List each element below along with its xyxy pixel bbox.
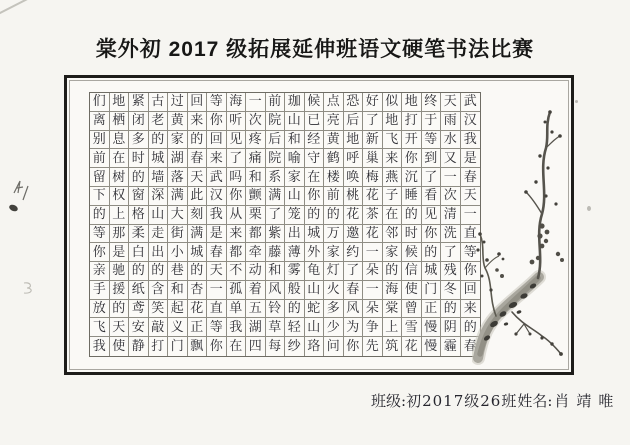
grid-cell: 海	[383, 281, 403, 300]
grid-cell: 回	[461, 281, 481, 300]
grid-cell: 黄	[168, 112, 188, 131]
grid-cell: 棠	[383, 300, 403, 319]
grid-cell: 权	[110, 187, 130, 206]
grid-cell: 你	[422, 225, 442, 244]
grid-cell: 外	[305, 243, 325, 262]
scan-artifact-squiggle	[11, 178, 29, 202]
grid-cell: 格	[129, 206, 149, 225]
grid-cell: 的	[110, 300, 130, 319]
grid-cell: 后	[266, 131, 286, 150]
grid-cell: 武	[207, 168, 227, 187]
grid-cell: 手	[90, 281, 110, 300]
grid-cell: 来	[207, 149, 227, 168]
grid-cell: 火	[324, 281, 344, 300]
grid-cell: 洗	[441, 225, 461, 244]
grid-cell: 你	[305, 187, 325, 206]
grid-cell: 武	[461, 93, 481, 112]
grid-cell: 花	[402, 337, 422, 356]
grid-cell: 家	[168, 131, 188, 150]
grid-cell: 落	[168, 168, 188, 187]
grid-cell: 纱	[285, 337, 305, 356]
grid-cell: 睡	[402, 187, 422, 206]
grid-cell: 驰	[110, 262, 130, 281]
grid-cell: 先	[363, 337, 383, 356]
grid-cell: 我	[90, 337, 110, 356]
grid-cell: 梅	[363, 168, 383, 187]
grid-cell: 援	[110, 281, 130, 300]
grid-cell: 不	[227, 262, 247, 281]
grid-cell: 唤	[344, 168, 364, 187]
grid-cell: 城	[188, 243, 208, 262]
grid-cell: 栗	[246, 206, 266, 225]
character-grid	[89, 92, 481, 357]
grid-cell: 次	[246, 112, 266, 131]
grid-cell: 是	[207, 225, 227, 244]
grid-cell: 留	[90, 168, 110, 187]
grid-cell: 从	[227, 206, 247, 225]
grid-cell: 清	[441, 206, 461, 225]
grid-cell: 邀	[344, 225, 364, 244]
grid-cell: 回	[207, 131, 227, 150]
grid-cell: 呼	[344, 149, 364, 168]
grid-cell: 飞	[90, 318, 110, 337]
grid-cell: 听	[227, 112, 247, 131]
grid-cell: 了	[344, 262, 364, 281]
grid-cell: 铃	[266, 300, 286, 319]
grid-cell: 我	[461, 131, 481, 150]
grid-cell: 疼	[246, 131, 266, 150]
grid-cell: 又	[441, 149, 461, 168]
grid-cell: 霾	[441, 337, 461, 356]
grid-cell: 山	[149, 206, 169, 225]
grid-cell: 孤	[227, 281, 247, 300]
grid-cell: 直	[461, 225, 481, 244]
grid-cell: 的	[149, 131, 169, 150]
grid-cell: 候	[305, 93, 325, 112]
grid-cell: 紧	[129, 93, 149, 112]
grid-cell: 你	[344, 337, 364, 356]
grid-cell: 的	[402, 206, 422, 225]
grid-cell: 前	[90, 149, 110, 168]
grid-cell: 家	[285, 168, 305, 187]
grid-cell: 你	[402, 149, 422, 168]
grid-cell: 恐	[344, 93, 364, 112]
grid-cell: 雾	[285, 262, 305, 281]
grid-cell: 城	[305, 225, 325, 244]
grid-cell: 多	[324, 300, 344, 319]
grid-cell: 我	[227, 318, 247, 337]
grid-cell: 山	[305, 318, 325, 337]
grid-cell: 每	[266, 337, 286, 356]
grid-cell: 地	[383, 112, 403, 131]
grid-cell: 息	[110, 131, 130, 150]
grid-cell: 湖	[246, 318, 266, 337]
grid-cell: 家	[324, 243, 344, 262]
grid-cell: 来	[383, 149, 403, 168]
grid-cell: 楼	[324, 168, 344, 187]
grid-cell: 前	[324, 187, 344, 206]
name-label: 姓名:	[517, 392, 553, 410]
grid-cell: 小	[168, 243, 188, 262]
grid-cell: 终	[422, 93, 442, 112]
grid-cell: 春	[188, 149, 208, 168]
grid-cell: 少	[324, 318, 344, 337]
grid-cell: 慢	[422, 318, 442, 337]
grid-cell: 一	[246, 93, 266, 112]
grid-cell: 一	[441, 168, 461, 187]
grid-cell: 飘	[188, 337, 208, 356]
grid-cell: 冬	[441, 281, 461, 300]
grid-cell: 的	[324, 206, 344, 225]
footer-class-name-line	[371, 390, 620, 411]
grid-cell: 候	[402, 243, 422, 262]
grid-cell: 亲	[90, 262, 110, 281]
grid-cell: 燕	[383, 168, 403, 187]
grid-cell: 白	[129, 243, 149, 262]
name-value: 肖靖唯	[554, 392, 621, 410]
grid-cell: 看	[422, 187, 442, 206]
grid-cell: 下	[90, 187, 110, 206]
grid-cell: 天	[207, 262, 227, 281]
grid-cell: 正	[422, 300, 442, 319]
grid-cell: 门	[422, 281, 442, 300]
grid-cell: 是	[110, 243, 130, 262]
grid-cell: 筑	[383, 337, 403, 356]
grid-cell: 放	[90, 300, 110, 319]
grid-cell: 你	[461, 262, 481, 281]
grid-cell: 和	[168, 281, 188, 300]
grid-cell: 汉	[461, 112, 481, 131]
grid-cell: 的	[149, 262, 169, 281]
grid-cell: 山	[285, 112, 305, 131]
grid-cell: 一	[461, 206, 481, 225]
grid-cell: 了	[363, 112, 383, 131]
grid-cell: 打	[402, 112, 422, 131]
grid-cell: 系	[266, 168, 286, 187]
grid-cell: 了	[422, 168, 442, 187]
grid-cell: 来	[461, 300, 481, 319]
grid-cell: 曾	[402, 300, 422, 319]
grid-cell: 的	[422, 243, 442, 262]
grid-cell: 见	[422, 206, 442, 225]
grid-cell: 了	[266, 206, 286, 225]
grid-cell: 藤	[266, 243, 286, 262]
grid-cell: 天	[461, 187, 481, 206]
grid-cell: 古	[149, 93, 169, 112]
grid-cell: 杏	[188, 281, 208, 300]
grid-cell: 深	[149, 187, 169, 206]
grid-cell: 都	[246, 225, 266, 244]
grid-cell: 般	[285, 281, 305, 300]
grid-cell: 风	[344, 300, 364, 319]
grid-cell: 珈	[285, 93, 305, 112]
grid-cell: 子	[383, 187, 403, 206]
grid-cell: 时	[129, 149, 149, 168]
grid-cell: 鸢	[129, 300, 149, 319]
grid-cell: 走	[149, 225, 169, 244]
grid-cell: 的	[441, 300, 461, 319]
grid-cell: 争	[363, 318, 383, 337]
grid-cell: 吗	[227, 168, 247, 187]
grid-cell: 春	[461, 168, 481, 187]
grid-cell: 城	[149, 149, 169, 168]
grid-cell: 直	[207, 300, 227, 319]
grid-cell: 的	[129, 262, 149, 281]
grid-cell: 慢	[422, 337, 442, 356]
grid-cell: 起	[168, 300, 188, 319]
grid-cell: 闭	[129, 112, 149, 131]
grid-cell: 春	[463, 339, 477, 355]
grid-cell: 轻	[285, 318, 305, 337]
grid-cell: 汉	[207, 187, 227, 206]
grid-cell: 痛	[246, 149, 266, 168]
grid-cell: 来	[227, 225, 247, 244]
grid-cell: 朵	[363, 262, 383, 281]
grid-cell: 家	[383, 243, 403, 262]
grid-cell: 点	[324, 93, 344, 112]
grid-cell: 花	[363, 187, 383, 206]
grid-cell: 和	[246, 168, 266, 187]
grid-cell: 动	[246, 262, 266, 281]
grid-cell: 的	[305, 206, 325, 225]
grid-cell: 飞	[383, 131, 403, 150]
grid-cell: 的	[90, 206, 110, 225]
grid-cell: 使	[402, 281, 422, 300]
grid-cell: 大	[168, 206, 188, 225]
grid-cell: 使	[110, 337, 130, 356]
scan-artifact-corner-scratch	[0, 0, 29, 16]
grid-cell: 守	[305, 149, 325, 168]
grid-cell: 地	[344, 131, 364, 150]
grid-cell: 的	[461, 318, 481, 337]
grid-cell: 天	[110, 318, 130, 337]
grid-cell: 在	[383, 206, 403, 225]
grid-cell: 邻	[383, 225, 403, 244]
grid-cell: 等	[422, 131, 442, 150]
grid-cell: 等	[461, 243, 481, 262]
grid-cell: 你	[207, 112, 227, 131]
grid-cell: 一	[363, 243, 383, 262]
grid-cell: 纸	[129, 281, 149, 300]
grid-cell: 水	[441, 131, 461, 150]
grid-cell: 老	[149, 112, 169, 131]
grid-cell: 牵	[246, 243, 266, 262]
grid-cell: 为	[344, 318, 364, 337]
scan-artifact-ink-blob	[8, 203, 19, 212]
class-label: 班级:	[371, 392, 407, 410]
grid-cell: 草	[266, 318, 286, 337]
grid-cell: 着	[246, 281, 266, 300]
grid-cell: 是	[461, 149, 481, 168]
grid-cell: 到	[422, 149, 442, 168]
grid-cell: 了	[227, 149, 247, 168]
grid-cell: 后	[344, 112, 364, 131]
grid-cell: 都	[227, 243, 247, 262]
grid-cell: 你	[90, 243, 110, 262]
grid-cell: 义	[168, 318, 188, 337]
grid-cell: 打	[149, 337, 169, 356]
grid-cell: 树	[110, 168, 130, 187]
grid-cell: 上	[110, 206, 130, 225]
grid-cell: 蛇	[305, 300, 325, 319]
grid-cell: 出	[149, 243, 169, 262]
grid-cell: 花	[188, 300, 208, 319]
grid-cell: 于	[422, 112, 442, 131]
grid-cell: 茶	[363, 206, 383, 225]
grid-cell: 天	[441, 93, 461, 112]
grid-cell: 雪	[402, 318, 422, 337]
grid-cell: 城	[422, 262, 442, 281]
grid-cell: 已	[305, 112, 325, 131]
grid-cell: 新	[363, 131, 383, 150]
grid-cell: 的	[383, 262, 403, 281]
grid-cell: 正	[188, 318, 208, 337]
grid-cell: 和	[266, 262, 286, 281]
class-value: 初2017级26班	[406, 392, 518, 410]
grid-cell: 地	[402, 93, 422, 112]
grid-cell: 等	[207, 318, 227, 337]
grid-cell: 此	[188, 187, 208, 206]
grid-cell: 春	[207, 243, 227, 262]
grid-cell: 天	[188, 168, 208, 187]
grid-cell: 了	[441, 243, 461, 262]
grid-cell: 次	[441, 187, 461, 206]
grid-cell: 万	[324, 225, 344, 244]
grid-cell: 那	[110, 225, 130, 244]
grid-cell: 的	[129, 168, 149, 187]
grid-cell: 你	[207, 337, 227, 356]
grid-cell: 的	[188, 131, 208, 150]
grid-cell: 敲	[149, 318, 169, 337]
grid-cell: 花	[363, 225, 383, 244]
grid-cell: 薄	[285, 243, 305, 262]
grid-cell: 开	[402, 131, 422, 150]
grid-cell: 笑	[149, 300, 169, 319]
grid-cell: 墙	[149, 168, 169, 187]
grid-cell: 五	[246, 300, 266, 319]
plum-blossom-branch-illustration	[472, 86, 568, 368]
grid-cell: 似	[383, 93, 403, 112]
grid-cell: 多	[129, 131, 149, 150]
grid-cell: 的	[188, 262, 208, 281]
grid-cell: 栖	[110, 112, 130, 131]
grid-cell: 我	[207, 206, 227, 225]
grid-cell: 花	[344, 206, 364, 225]
grid-cell: 时	[402, 225, 422, 244]
grid-cell: 和	[285, 131, 305, 150]
grid-cell: 阴	[441, 318, 461, 337]
grid-cell: 见	[227, 131, 247, 150]
grid-cell: 回	[188, 93, 208, 112]
grid-cell: 地	[110, 93, 130, 112]
grid-cell: 窗	[129, 187, 149, 206]
grid-cell: 院	[266, 112, 286, 131]
grid-cell: 离	[90, 112, 110, 131]
grid-cell: 单	[227, 300, 247, 319]
page-title: 棠外初 2017 级拓展延伸班语文硬笔书法比赛	[95, 38, 535, 61]
grid-cell: 在	[227, 337, 247, 356]
grid-cell: 巢	[363, 149, 383, 168]
grid-cell: 沉	[402, 168, 422, 187]
grid-cell: 残	[441, 262, 461, 281]
grid-cell: 刻	[188, 206, 208, 225]
grid-cell: 来	[188, 112, 208, 131]
grid-cell: 龟	[305, 262, 325, 281]
grid-cell: 四	[246, 337, 266, 356]
grid-cell: 朵	[363, 300, 383, 319]
grid-cell: 山	[285, 187, 305, 206]
grid-cell: 珞	[305, 337, 325, 356]
grid-cell: 出	[285, 225, 305, 244]
grid-cell: 等	[90, 225, 110, 244]
grid-cell: 静	[129, 337, 149, 356]
grid-cell: 问	[324, 337, 344, 356]
grid-cell: 门	[168, 337, 188, 356]
scan-artifact-squiggle	[21, 281, 36, 296]
grid-cell: 信	[402, 262, 422, 281]
grid-cell: 一	[363, 281, 383, 300]
grid-cell: 鹤	[324, 149, 344, 168]
grid-cell: 颤	[246, 187, 266, 206]
grid-cell: 们	[90, 93, 110, 112]
grid-cell: 满	[168, 187, 188, 206]
grid-cell: 好	[363, 93, 383, 112]
grid-cell: 安	[129, 318, 149, 337]
grid-cell: 街	[168, 225, 188, 244]
grid-cell: 约	[344, 243, 364, 262]
grid-cell: 喻	[285, 149, 305, 168]
grid-cell: 风	[266, 281, 286, 300]
grid-cell: 满	[266, 187, 286, 206]
grid-cell: 你	[227, 187, 247, 206]
grid-cell: 灯	[324, 262, 344, 281]
grid-cell: 春	[344, 281, 364, 300]
grid-cell: 等	[207, 93, 227, 112]
grid-cell: 巷	[168, 262, 188, 281]
grid-cell: 亮	[324, 112, 344, 131]
grid-cell: 前	[266, 93, 286, 112]
grid-cell: 桃	[344, 187, 364, 206]
scan-artifact-speck	[587, 206, 591, 211]
grid-cell: 在	[110, 149, 130, 168]
grid-cell: 海	[227, 93, 247, 112]
grid-cell: 的	[285, 300, 305, 319]
scan-artifact-speck	[575, 100, 578, 103]
grid-cell: 院	[266, 149, 286, 168]
grid-cell: 雨	[441, 112, 461, 131]
grid-cell: 满	[188, 225, 208, 244]
grid-cell: 上	[383, 318, 403, 337]
grid-cell: 在	[305, 168, 325, 187]
grid-cell: 含	[149, 281, 169, 300]
grid-cell: 过	[168, 93, 188, 112]
grid-cell: 一	[207, 281, 227, 300]
grid-cell: 紫	[266, 225, 286, 244]
grid-cell: 柔	[129, 225, 149, 244]
grid-cell: 经	[305, 131, 325, 150]
grid-cell: 山	[305, 281, 325, 300]
grid-cell: 别	[90, 131, 110, 150]
calligraphy-sheet	[64, 75, 574, 375]
grid-cell: 黄	[324, 131, 344, 150]
grid-cell: 湖	[168, 149, 188, 168]
grid-cell: 笼	[285, 206, 305, 225]
